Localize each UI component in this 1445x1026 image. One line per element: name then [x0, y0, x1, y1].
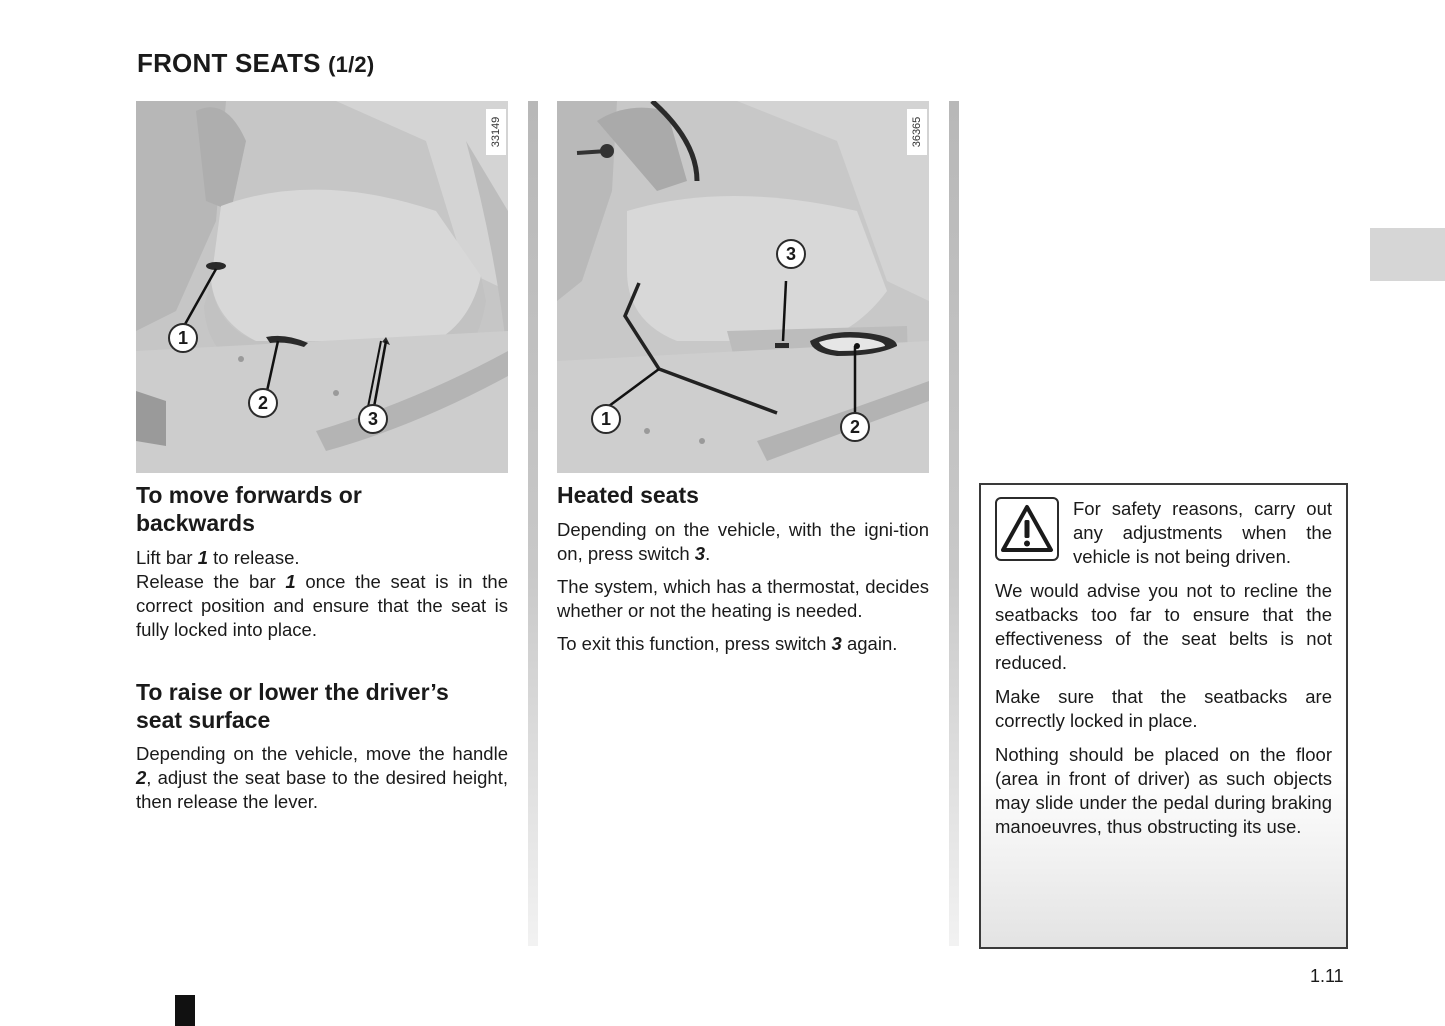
print-crop-mark [175, 995, 195, 1026]
warning-paragraph: For safety reasons, carry out any adjustments when the vehicle is not being driven. [1073, 498, 1332, 567]
warning-paragraph: We would advise you not to recline the seatbacks too far to ensure that the effectiveness of the seat belts is not reduced. [995, 580, 1332, 673]
warning-box [979, 483, 1348, 949]
callout-3: 3 [358, 404, 388, 434]
callout-2: 2 [248, 388, 278, 418]
section-raise [136, 678, 508, 814]
page-title-main: FRONT SEATS [137, 48, 321, 78]
paragraph: Release the bar 1 once the seat is in the correct position and ensure that the seat is fully locked into place. [136, 571, 508, 640]
section-heading: Heated seats [557, 482, 699, 508]
heated-seat-illustration [557, 101, 929, 473]
column-divider [949, 101, 959, 946]
seat-adjust-illustration [136, 101, 508, 473]
callout-2: 2 [840, 412, 870, 442]
warning-paragraph: Nothing should be placed on the floor (area in front of driver) as such objects may slide under the pedal during braking manoeuvres, thus obstructing its use. [995, 744, 1332, 837]
paragraph: Lift bar 1 to release. [136, 547, 300, 568]
column-left [136, 101, 508, 814]
paragraph: Depending on the vehicle, move the handle 2, adjust the seat base to the desired height, then release the lever. [136, 743, 508, 812]
figure-code: 36365 [907, 109, 927, 155]
paragraph: To exit this function, press switch 3 again. [557, 633, 898, 654]
paragraph: Depending on the vehicle, with the igni-tion on, press switch 3. [557, 519, 929, 564]
paragraph: The system, which has a thermostat, decides whether or not the heating is needed. [557, 576, 929, 621]
warning-triangle-icon [995, 497, 1059, 561]
page-title-part: (1/2) [328, 52, 375, 77]
callout-1: 1 [591, 404, 621, 434]
callout-1: 1 [168, 323, 198, 353]
section-move [136, 481, 508, 642]
section-heated [557, 481, 929, 656]
column-middle [557, 101, 929, 656]
page-number: 1.11 [1310, 966, 1344, 986]
column-divider [528, 101, 538, 946]
chapter-tab [1370, 228, 1445, 281]
callout-3: 3 [776, 239, 806, 269]
seat-adjust-drawing [136, 101, 508, 473]
figure-code: 33149 [486, 109, 506, 155]
section-heading: To move forwards or backwards [136, 482, 362, 536]
warning-paragraph: Make sure that the seatbacks are correctly locked in place. [995, 686, 1332, 731]
section-heading: To raise or lower the driver’s seat surface [136, 679, 449, 733]
page-title [137, 48, 374, 79]
